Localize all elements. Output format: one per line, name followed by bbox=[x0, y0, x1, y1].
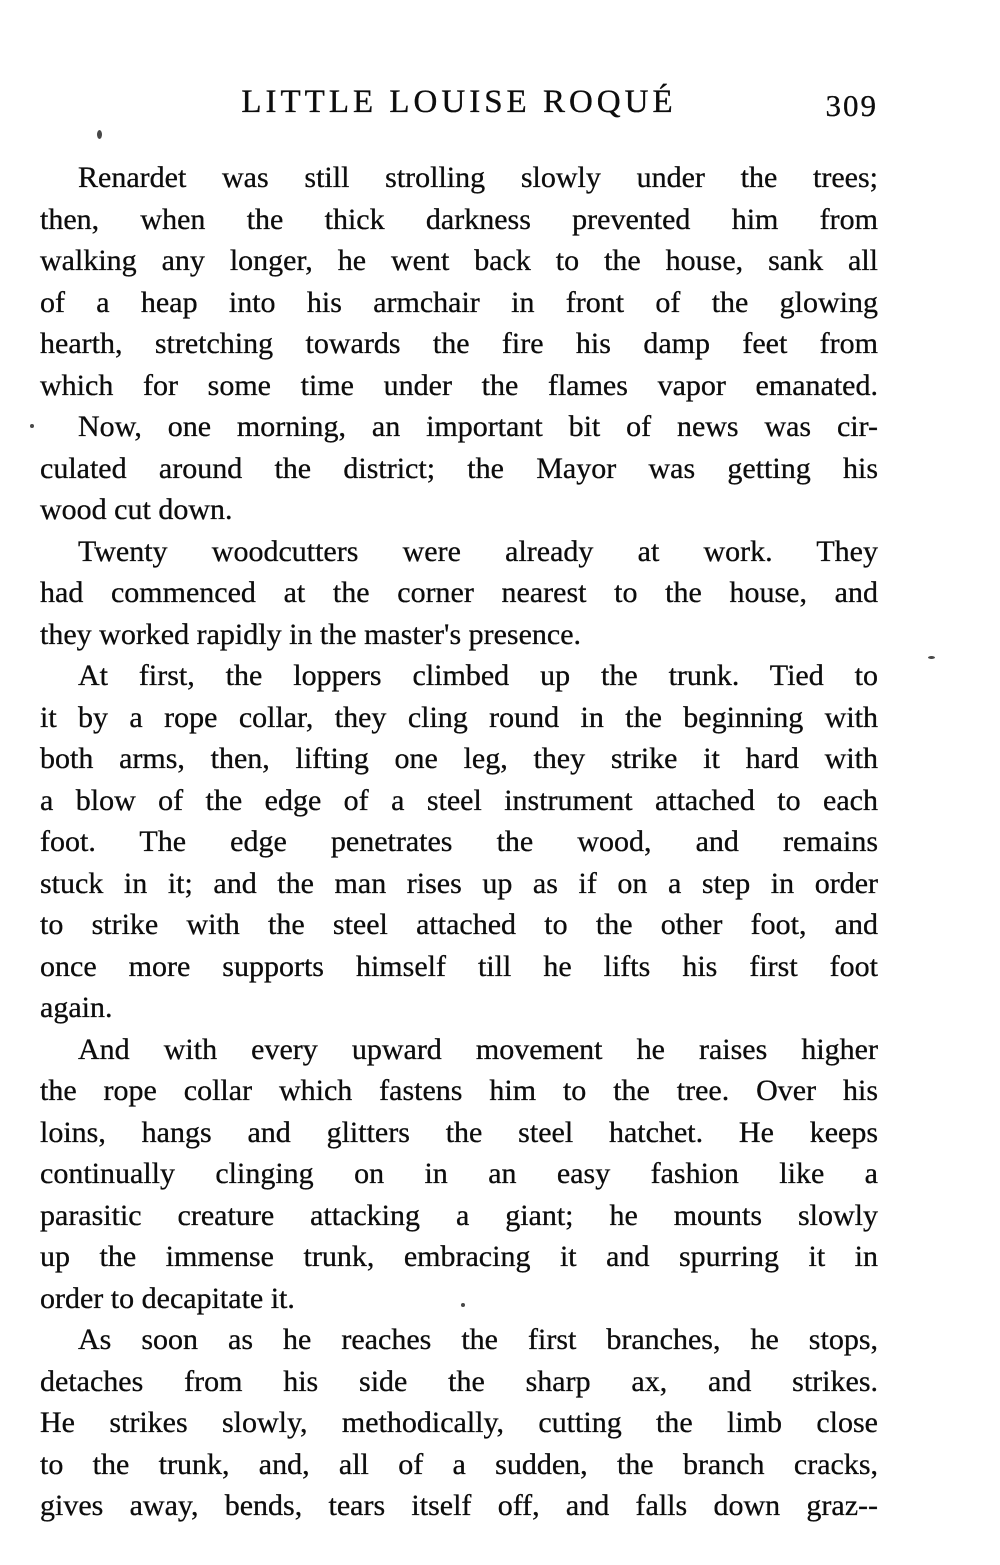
text-line: stuck in it; and the man rises up as if on a step in order bbox=[40, 866, 878, 900]
text-line: continually clinging on in an easy fashion like a bbox=[40, 1157, 878, 1190]
text-column bbox=[40, 82, 878, 1527]
text-line: to the trunk, and, all of a sudden, the branch cracks, bbox=[40, 1447, 878, 1481]
text-line: culated around the district; the Mayor was getting his bbox=[40, 451, 878, 485]
text-line: hearth, stretching towards the fire his damp feet from bbox=[40, 327, 878, 360]
text-line: to strike with the steel attached to the other foot, and bbox=[40, 908, 878, 941]
text-line: wood cut down. bbox=[40, 493, 233, 526]
text-line: a blow of the edge of a steel instrument attached to each bbox=[40, 783, 878, 817]
text-line: it by a rope collar, they cling round in the beginning with bbox=[40, 700, 878, 734]
running-head bbox=[40, 82, 878, 123]
scan-speck bbox=[30, 424, 34, 428]
text-line: At first, the loppers climbed up the trunk. Tied to bbox=[78, 659, 878, 692]
scan-speck bbox=[97, 130, 102, 139]
text-line: And with every upward movement he raises higher bbox=[78, 1032, 878, 1066]
text-line: walking any longer, he went back to the house, sank all bbox=[40, 244, 878, 277]
page-number: 309 bbox=[825, 88, 878, 123]
text-line: of a heap into his armchair in front of the glowing bbox=[40, 285, 878, 319]
body-text bbox=[40, 157, 878, 1527]
text-line: gives away, bends, tears itself off, and falls down graz-- bbox=[40, 1489, 878, 1522]
text-line: both arms, then, lifting one leg, they strike it hard with bbox=[40, 742, 878, 775]
text-line: which for some time under the flames vapor emanated. bbox=[40, 368, 878, 402]
page-title: LITTLE LOUISE ROQUÉ bbox=[241, 84, 677, 120]
text-line: again. bbox=[40, 991, 113, 1024]
text-line: loins, hangs and glitters the steel hatchet. He keeps bbox=[40, 1115, 878, 1149]
text-line: Twenty woodcutters were already at work. They bbox=[78, 534, 878, 568]
text-line: they worked rapidly in the master's presence. bbox=[40, 617, 582, 651]
text-line: parasitic creature attacking a giant; he mounts slowly bbox=[40, 1198, 878, 1232]
scan-speck bbox=[461, 1303, 465, 1307]
text-line: once more supports himself till he lifts his first foot bbox=[40, 949, 878, 983]
text-line: He strikes slowly, methodically, cutting the limb close bbox=[40, 1406, 878, 1439]
text-line: then, when the thick darkness prevented him from bbox=[40, 202, 878, 236]
text-line: As soon as he reaches the first branches, he stops, bbox=[78, 1323, 878, 1356]
text-line: the rope collar which fastens him to the tree. Over his bbox=[40, 1074, 878, 1107]
text-line: Renardet was still strolling slowly under the trees; bbox=[78, 161, 878, 194]
text-line: Now, one morning, an important bit of news was cir- bbox=[78, 410, 878, 443]
text-line: foot. The edge penetrates the wood, and remains bbox=[40, 825, 878, 858]
text-line: had commenced at the corner nearest to the house, and bbox=[40, 576, 878, 609]
text-line: order to decapitate it. bbox=[40, 1281, 295, 1315]
text-line: up the immense trunk, embracing it and spurring it in bbox=[40, 1240, 878, 1273]
scan-speck bbox=[928, 656, 935, 659]
text-line: detaches from his side the sharp ax, and strikes. bbox=[40, 1364, 878, 1398]
